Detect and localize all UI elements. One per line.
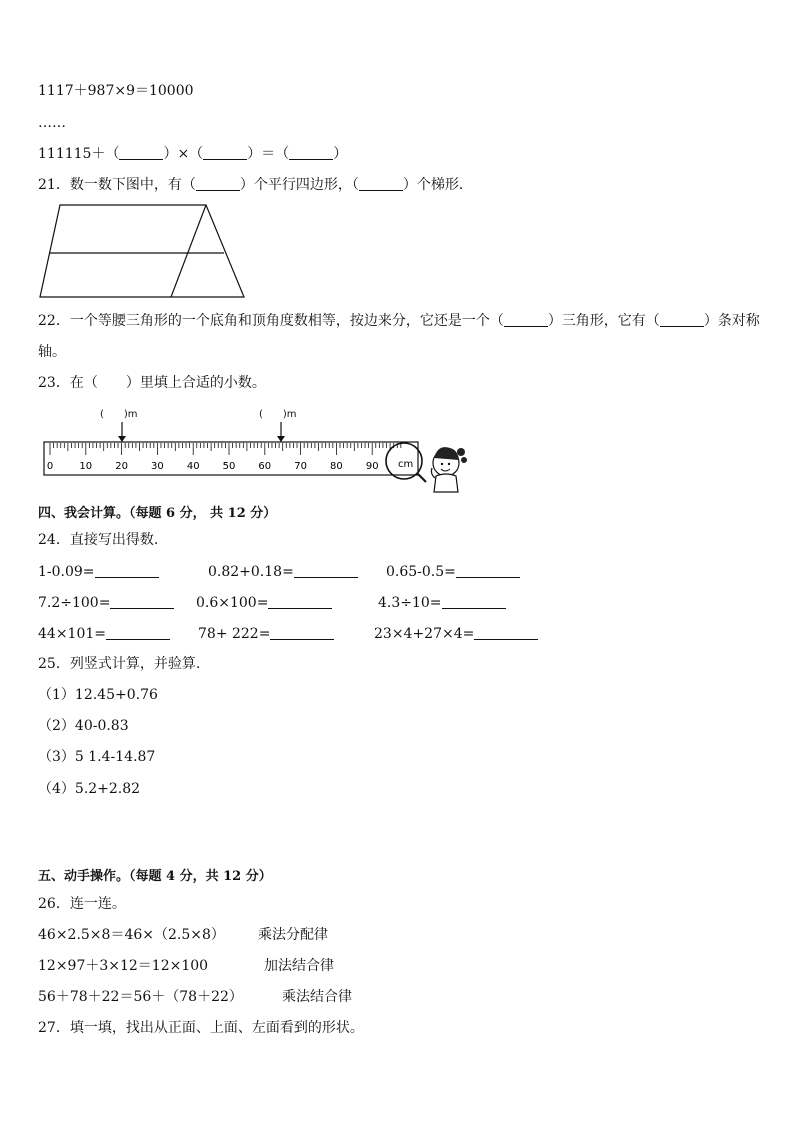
answer-blank[interactable] [456,563,520,578]
ruler-tick-label: 90 [365,461,379,472]
question-23: 23．在（ ）里填上合适的小数。 [38,375,266,391]
match-right-item[interactable]: 乘法结合律 [282,989,352,1005]
calc-item: 0.82+0.18= [208,563,358,581]
equation-blank-line [38,145,347,163]
answer-blank[interactable] [289,145,333,160]
calc-item: 23×4+27×4= [374,625,538,643]
question-26-title: 26．连一连。 [38,896,126,912]
vertical-calc-item: （4）5.2+2.82 [38,781,141,797]
answer-blank[interactable] [203,145,247,160]
magnifier-handle [418,474,426,482]
calc-item: 4.3÷10= [378,594,506,612]
section-5-title: 五、动手操作。（每题 4 分，共 12 分） [38,869,272,884]
vertical-calc-item: （1）12.45+0.76 [38,687,158,703]
answer-blank[interactable] [119,145,163,160]
vertical-calc-item: （3）5 1.4-14.87 [38,749,156,765]
text-part: ）＝（ [247,146,290,162]
ruler-tick-label: 70 [294,461,307,472]
text-part: ）个平行四边形，（ [239,177,359,193]
question-27-title: 27．填一填，找出从正面、上面、左面看到的形状。 [38,1020,364,1036]
ruler-tick-label: 20 [115,461,128,472]
ruler-label-2: ( )m [259,409,297,420]
question-21 [38,176,473,194]
answer-blank[interactable] [442,594,506,609]
arrow-1 [118,422,126,442]
ruler-tick-label: 40 [186,461,200,472]
calc-item: 0.6×100= [196,594,332,612]
text-part: ）×（ [163,146,204,162]
question-25-title: 25．列竖式计算，并验算. [38,656,201,672]
unit-label: cm [398,459,414,470]
arrow-2 [277,422,285,442]
match-left-item[interactable]: 12×97＋3×12＝12×100 [38,958,209,974]
vertical-calc-item: （2）40-0.83 [38,718,129,734]
ruler-figure [38,418,478,498]
text-part: 22．一个等腰三角形的一个底角和顶角度数相等，按边来分，它还是一个（ [38,313,504,329]
trapezoid-figure [38,203,248,299]
ruler-label-1: ( )m [100,409,138,420]
ruler-tick-label: 30 [151,461,164,472]
answer-blank[interactable] [474,625,538,640]
text-part: 21．数一数下图中，有（ [38,177,196,193]
trapezoid-outline [40,205,244,297]
question-22-cont: 轴。 [38,344,66,360]
text-part: ）条对称 [703,313,760,329]
calc-item: 1-0.09= [38,563,159,581]
text-part: ）个梯形． [402,177,473,193]
answer-blank[interactable] [504,312,548,327]
match-left-item[interactable]: 46×2.5×8＝46×（2.5×8） [38,927,225,943]
answer-blank[interactable] [270,625,334,640]
ruler-tick-label: 0 [46,461,54,472]
equation-line: 1117＋987×9＝10000 [38,83,194,99]
answer-blank[interactable] [95,563,159,578]
answer-blank[interactable] [106,625,170,640]
answer-blank[interactable] [196,176,240,191]
answer-blank[interactable] [660,312,704,327]
question-22 [38,312,760,330]
girl-icon [431,447,467,492]
ellipsis-line: …… [38,115,66,131]
answer-blank[interactable] [294,563,358,578]
ruler-tick-label: 50 [222,461,236,472]
answer-blank[interactable] [268,594,332,609]
match-right-item[interactable]: 加法结合律 [264,958,334,974]
calc-item: 0.65-0.5= [386,563,520,581]
slanted-divider [171,205,206,297]
section-4-title: 四、我会计算。（每题 6 分， 共 12 分） [38,506,277,521]
answer-blank[interactable] [359,176,403,191]
text-part: ） [333,146,348,162]
text-part: 111115＋（ [38,146,120,162]
ruler-tick-label: 60 [258,461,272,472]
match-right-item[interactable]: 乘法分配律 [258,927,328,943]
question-24-title: 24．直接写出得数. [38,532,159,548]
ruler-tick-label: 10 [79,461,93,472]
calc-item: 7.2÷100= [38,594,174,612]
match-left-item[interactable]: 56＋78＋22＝56＋（78＋22） [38,989,243,1005]
calc-item: 44×101= [38,625,170,643]
answer-blank[interactable] [110,594,174,609]
calc-item: 78+ 222= [198,625,334,643]
ruler-tick-label: 80 [330,461,343,472]
text-part: ）三角形，它有（ [547,313,660,329]
